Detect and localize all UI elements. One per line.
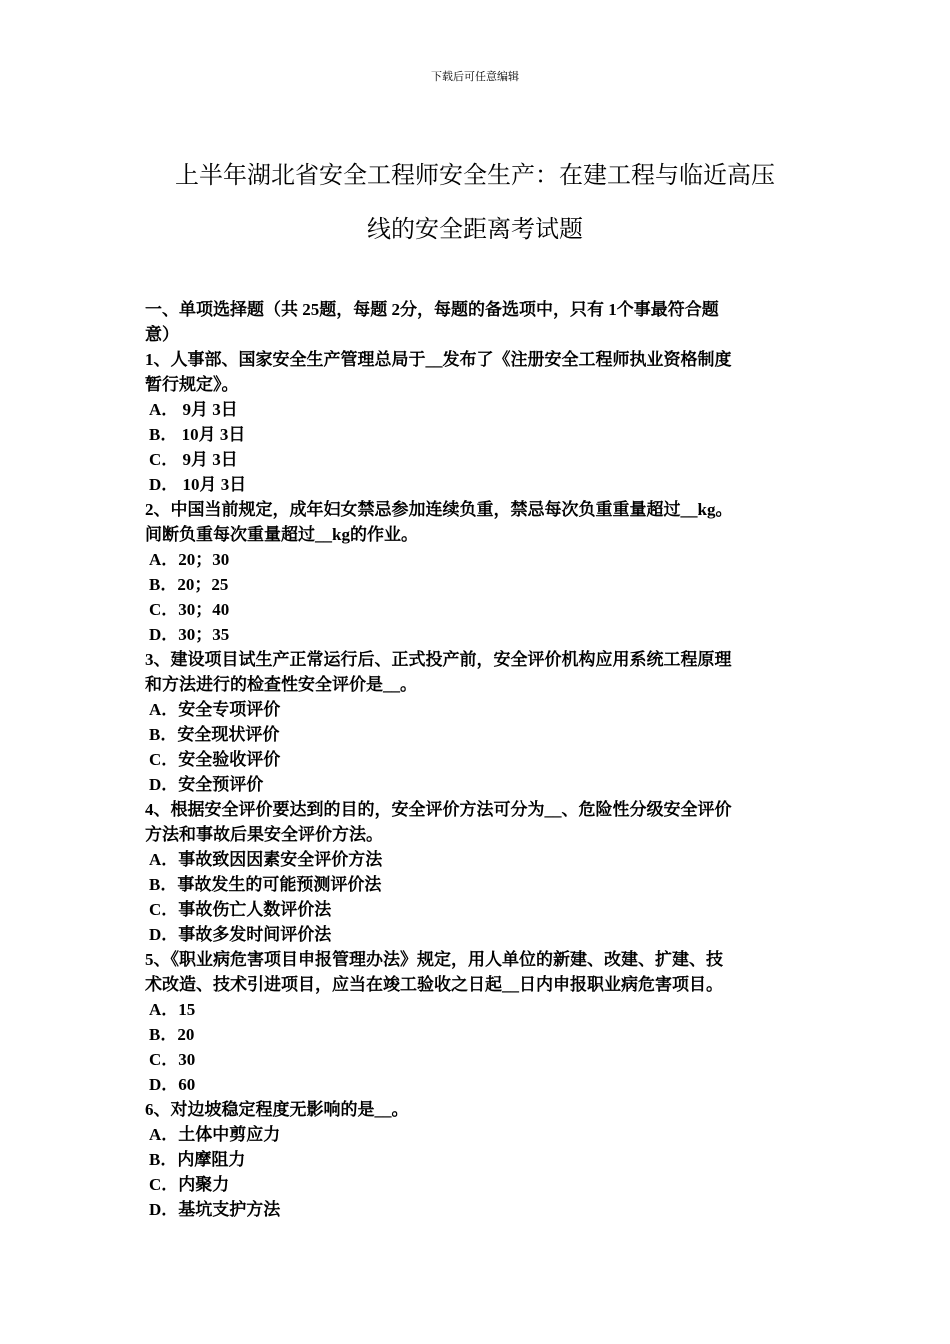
- option-c: C．内聚力: [149, 1175, 230, 1194]
- option-b: B．内摩阻力: [149, 1150, 246, 1169]
- option-a: A．土体中剪应力: [149, 1125, 281, 1144]
- question-3: [145, 647, 809, 797]
- option-a: A． 9月 3日: [149, 400, 238, 419]
- option-a: A．15: [149, 1000, 196, 1019]
- option-d: D． 10月 3日: [149, 475, 247, 494]
- option-d: D．30；35: [149, 625, 230, 644]
- question-text: 5、《职业病危害项目申报管理办法》规定，用人单位的新建、改建、扩建、技: [145, 950, 723, 969]
- question-text: 2、中国当前规定，成年妇女禁忌参加连续负重，禁忌每次负重重量超过__kg。: [145, 500, 733, 519]
- option-b: B．安全现状评价: [149, 725, 280, 744]
- question-text: 暂行规定》。: [145, 375, 239, 394]
- option-a: A．20；30: [149, 550, 230, 569]
- option-c: C．事故伤亡人数评价法: [149, 900, 332, 919]
- option-b: B． 10月 3日: [149, 425, 246, 444]
- question-2: [145, 497, 809, 647]
- option-b: B．20: [149, 1025, 195, 1044]
- question-4: [145, 797, 809, 947]
- question-text: 和方法进行的检查性安全评价是__。: [145, 675, 417, 694]
- option-b: B．事故发生的可能预测评价法: [149, 875, 382, 894]
- option-c: C．30: [149, 1050, 196, 1069]
- header-note: 下载后可任意编辑: [431, 70, 519, 83]
- option-d: D．事故多发时间评价法: [149, 925, 332, 944]
- option-d: D．60: [149, 1075, 196, 1094]
- option-c: C．30；40: [149, 600, 230, 619]
- question-text: 3、建设项目试生产正常运行后、正式投产前，安全评价机构应用系统工程原理: [145, 650, 732, 669]
- title-line: 上半年湖北省安全工程师安全生产：在建工程与临近高压: [175, 161, 775, 189]
- page-title: [140, 148, 810, 256]
- title-line: 线的安全距离考试题: [367, 215, 583, 243]
- question-5: [145, 947, 809, 1097]
- option-d: D．基坑支护方法: [149, 1200, 281, 1219]
- option-a: A．事故致因因素安全评价方法: [149, 850, 383, 869]
- option-c: C．安全验收评价: [149, 750, 281, 769]
- option-b: B．20；25: [149, 575, 229, 594]
- section-heading-line: 意）: [145, 325, 179, 344]
- question-text: 6、对边坡稳定程度无影响的是__。: [145, 1100, 409, 1119]
- question-text: 1、人事部、国家安全生产管理总局于__发布了《注册安全工程师执业资格制度: [145, 350, 732, 369]
- section-heading-line: 一、单项选择题（共 25题，每题 2分，每题的备选项中，只有 1个事最符合题: [145, 300, 719, 319]
- question-text: 4、根据安全评价要达到的目的，安全评价方法可分为__、危险性分级安全评价: [145, 800, 732, 819]
- question-text: 术改造、技术引进项目，应当在竣工验收之日起__日内申报职业病危害项目。: [145, 975, 723, 994]
- option-a: A．安全专项评价: [149, 700, 281, 719]
- question-1: [145, 347, 809, 497]
- question-6: [145, 1097, 809, 1222]
- option-d: D．安全预评价: [149, 775, 264, 794]
- section-heading: [145, 297, 809, 347]
- question-text: 间断负重每次重量超过__kg的作业。: [145, 525, 418, 544]
- exam-content: [145, 297, 809, 1222]
- option-c: C． 9月 3日: [149, 450, 238, 469]
- question-text: 方法和事故后果安全评价方法。: [145, 825, 383, 844]
